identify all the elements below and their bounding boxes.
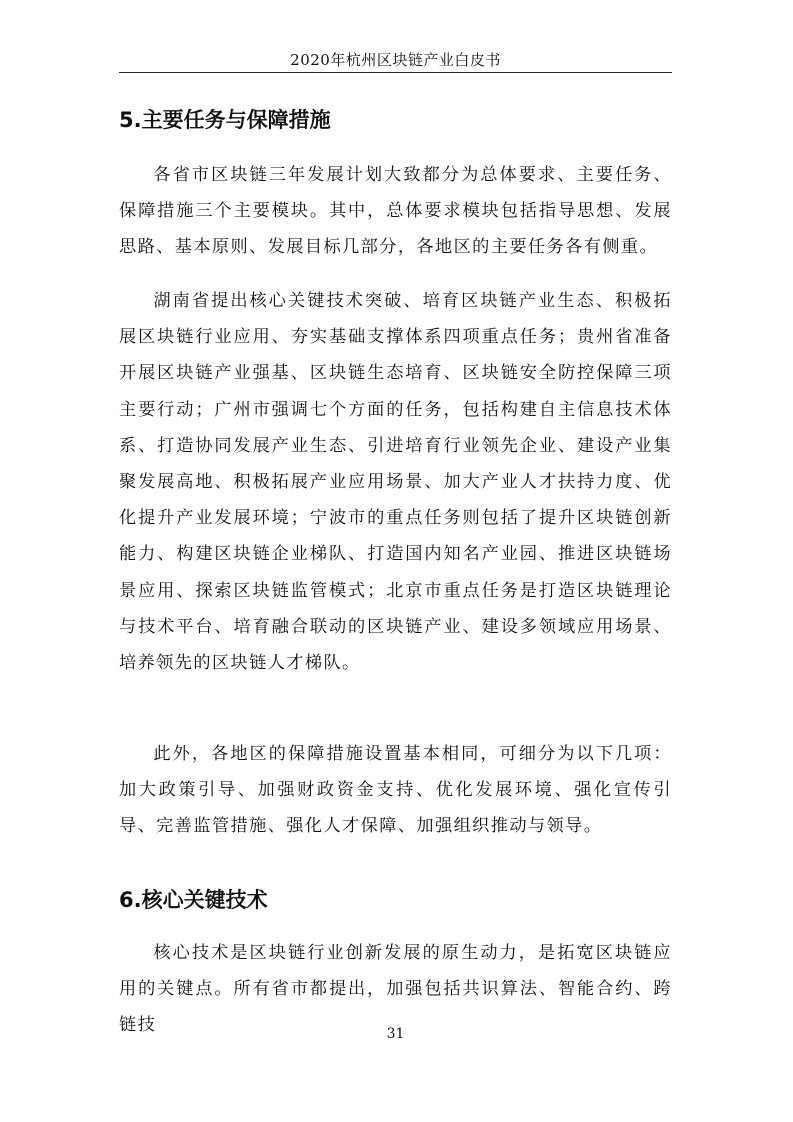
header-rule [119, 72, 672, 73]
paragraph-regional-tasks: 湖南省提出核心关键技术突破、培育区块链产业生态、积极拓展区块链行业应用、夯实基础支撑体系四项重点任务；贵州省准备开展区块链产业强基、区块链生态培育、区块链安全防控保障三项主要行动；广州市强调七个方面的任务，包括构建自主信息技术体系、打造协同发展产业生态、引进培育行业领先企业、建设产业集聚发展高地、积极拓展产业应用场景、加大产业人才扶持力度、优化提升产业发展环境；宁波市的重点任务则包括了提升区块链创新能力、构建区块链企业梯队、打造国内知名产业园、推进区块链场景应用、探索区块链监管模式；北京市重点任务是打造区块链理论与技术平台、培育融合联动的区块链产业、建设多领域应用场景、培养领先的区块链人才梯队。 [119, 291, 672, 674]
running-header: 2020年杭州区块链产业白皮书 [290, 51, 501, 69]
section-heading-5: 5.主要任务与保障措施 [119, 108, 331, 132]
paragraph-safeguards: 此外，各地区的保障措施设置基本相同，可细分为以下几项：加大政策引导、加强财政资金支持、优化发展环境、强化宣传引导、完善监管措施、强化人才保障、加强组织推动与领导。 [119, 744, 672, 837]
paragraph-core-tech: 核心技术是区块链行业创新发展的原生动力，是拓宽区块链应用的关键点。所有省市都提出，加强包括共识算法、智能合约、跨链技 [119, 943, 672, 1036]
section-heading-6: 6.核心关键技术 [119, 888, 268, 912]
paragraph-overview: 各省市区块链三年发展计划大致都分为总体要求、主要任务、保障措施三个主要模块。其中，总体要求模块包括指导思想、发展思路、基本原则、发展目标几部分，各地区的主要任务各有侧重。 [119, 165, 672, 258]
page-number: 31 [386, 1026, 405, 1042]
